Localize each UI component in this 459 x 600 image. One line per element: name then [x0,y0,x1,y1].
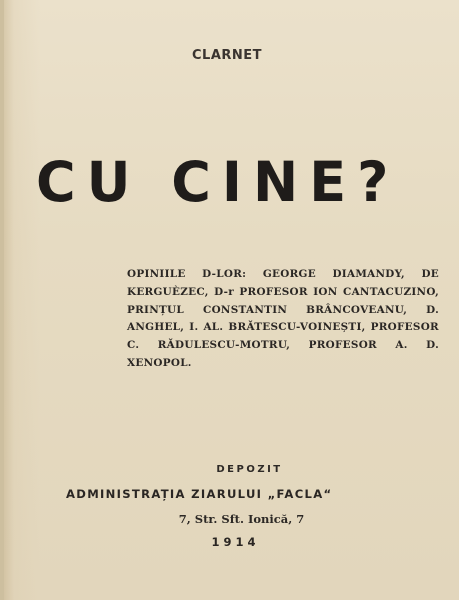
author-name: CLARNET [192,48,263,63]
opinions-contributors-text: OPINIILE D-LOR: GEORGE DIAMANDY, DE KERGUÈZEC, D-r PROFESOR ION CANTACUZINO, PRINȚUL CONSTANTIN BRÂNCOVEANU, D. ANGHEL, I. AL. BRĂTESCU-VOINEȘTI, PROFESOR C. RĂDULESCU-MOTRU, PROFESOR A. D. XENOPOL. [127,268,439,369]
publisher-name: ADMINISTRAȚIA ZIARULUI „FACLA“ [66,487,333,501]
book-title: CU CINE? [36,150,400,215]
publisher-address: 7, Str. Sft. Ionică, 7 [178,512,305,526]
publication-year: 1914 [211,535,260,549]
depot-label: DEPOZIT [216,464,283,475]
page-spine-edge [0,0,4,600]
